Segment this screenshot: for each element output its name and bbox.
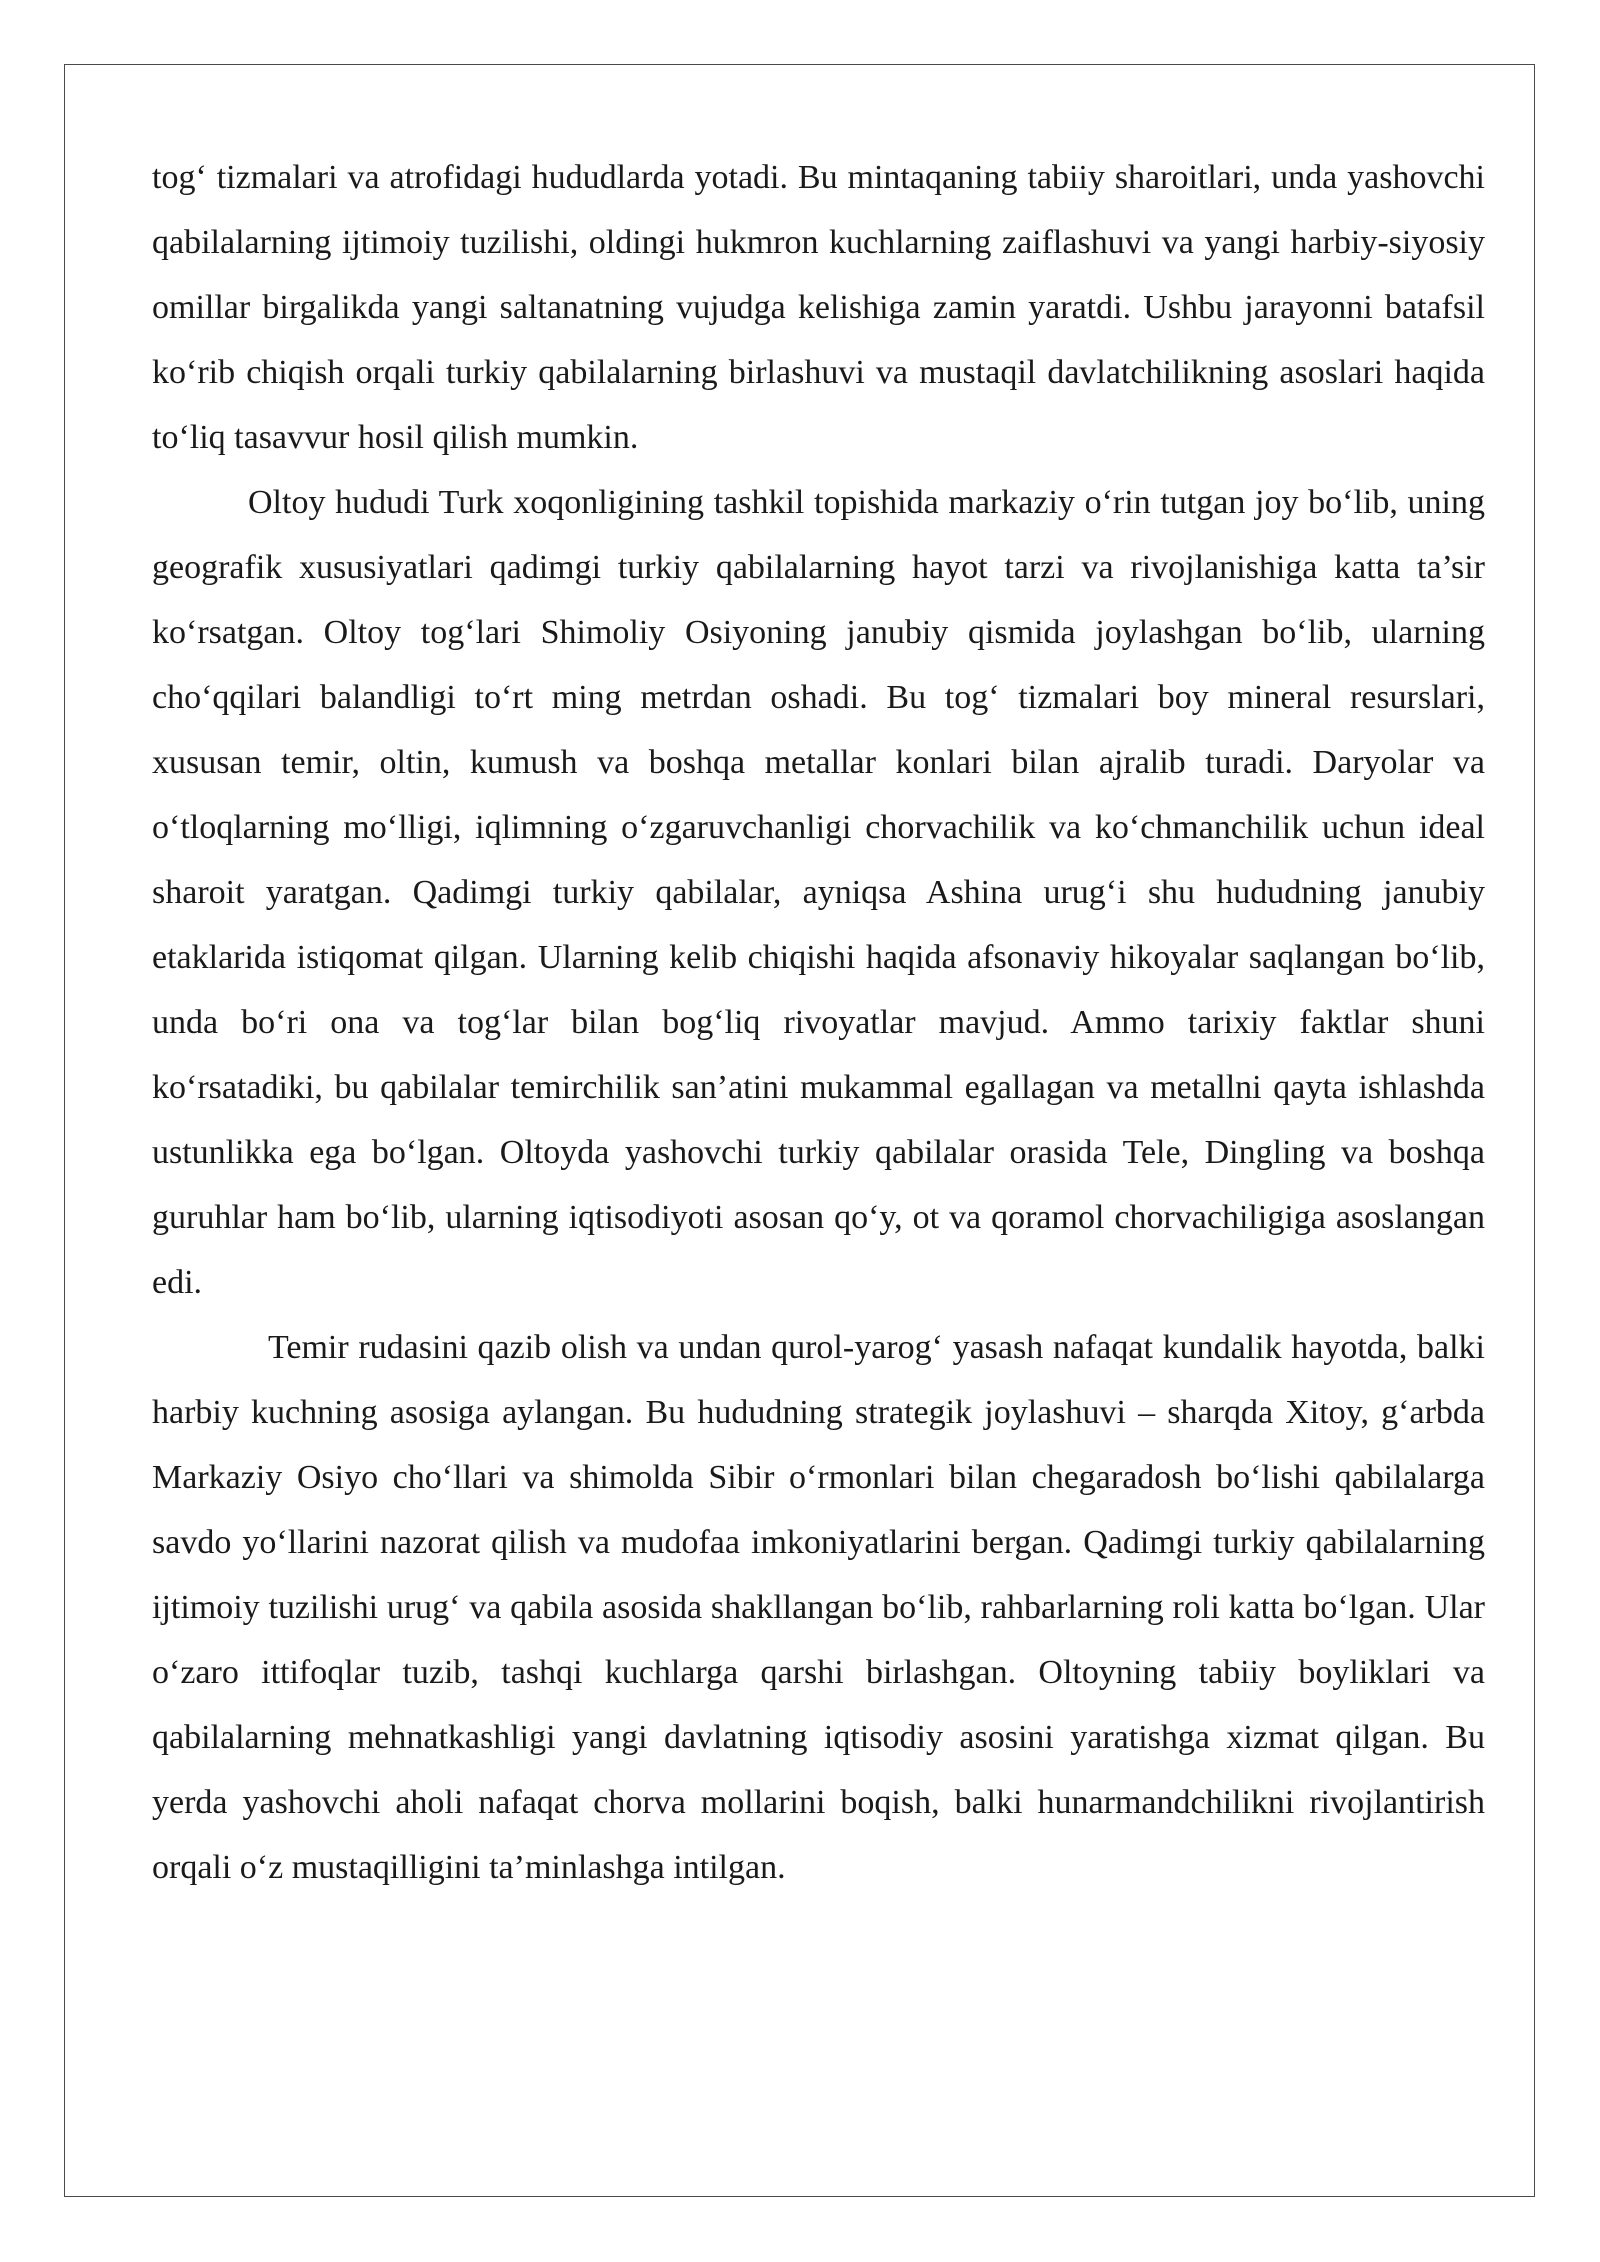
paragraph-2: Oltoy hududi Turk xoqonligining tashkil topishida markaziy o‘rin tutgan joy bo‘lib, uning geografik xususiyatlari qadimgi turkiy qabilalarning hayot tarzi va rivojlanishiga katta ta’sir ko‘rsatgan. Oltoy tog‘lari Shimoliy Osiyoning janubiy qismida joylashgan bo‘lib, ularning cho‘qqilari balandligi to‘rt ming metrdan oshadi. Bu tog‘ tizmalari boy mineral resurslari, xususan temir, oltin, kumush va boshqa metallar konlari bilan ajralib turadi. Daryolar va o‘tloqlarning mo‘lligi, iqlimning o‘zgaruvchanligi chorvachilik va ko‘chmanchilik uchun ideal sharoit yaratgan. Qadimgi turkiy qabilalar, ayniqsa Ashina urug‘i shu hududning janubiy etaklarida istiqomat qilgan. Ularning kelib chiqishi haqida afsonaviy hikoyalar saqlangan bo‘lib, unda bo‘ri ona va tog‘lar bilan bog‘liq rivoyatlar mavjud. Ammo tarixiy faktlar shuni ko‘rsatadiki, bu qabilalar temirchilik san’atini mukammal egallagan va metallni qayta ishlashda ustunlikka ega bo‘lgan. Oltoyda yashovchi turkiy qabilalar orasida Tele, Dingling va boshqa guruhlar ham bo‘lib, ularning iqtisodiyoti asosan qo‘y, ot va qoramol chorvachiligiga asoslangan edi.: [152, 484, 1485, 1301]
paragraph-1: tog‘ tizmalari va atrofidagi hududlarda yotadi. Bu mintaqaning tabiiy sharoitlari, unda yashovchi qabilalarning ijtimoiy tuzilishi, oldingi hukmron kuchlarning zaiflashuvi va yangi harbiy-siyosiy omillar birgalikda yangi saltanatning vujudga kelishiga zamin yaratdi. Ushbu jarayonni batafsil ko‘rib chiqish orqali turkiy qabilalarning birlashuvi va mustaqil davlatchilikning asoslari haqida to‘liq tasavvur hosil qilish mumkin.: [152, 159, 1485, 456]
document-body: [152, 145, 1485, 1900]
paragraph-3: Temir rudasini qazib olish va undan qurol-yarog‘ yasash nafaqat kundalik hayotda, balki harbiy kuchning asosiga aylangan. Bu hududning strategik joylashuvi – sharqda Xitoy, g‘arbda Markaziy Osiyo cho‘llari va shimolda Sibir o‘rmonlari bilan chegaradosh bo‘lishi qabilalarga savdo yo‘llarini nazorat qilish va mudofaa imkoniyatlarini bergan. Qadimgi turkiy qabilalarning ijtimoiy tuzilishi urug‘ va qabila asosida shakllangan bo‘lib, rahbarlarning roli katta bo‘lgan. Ular o‘zaro ittifoqlar tuzib, tashqi kuchlarga qarshi birlashgan. Oltoyning tabiiy boyliklari va qabilalarning mehnatkashligi yangi davlatning iqtisodiy asosini yaratishga xizmat qilgan. Bu yerda yashovchi aholi nafaqat chorva mollarini boqish, balki hunarmandchilikni rivojlantirish orqali o‘z mustaqilligini ta’minlashga intilgan.: [152, 1329, 1485, 1886]
